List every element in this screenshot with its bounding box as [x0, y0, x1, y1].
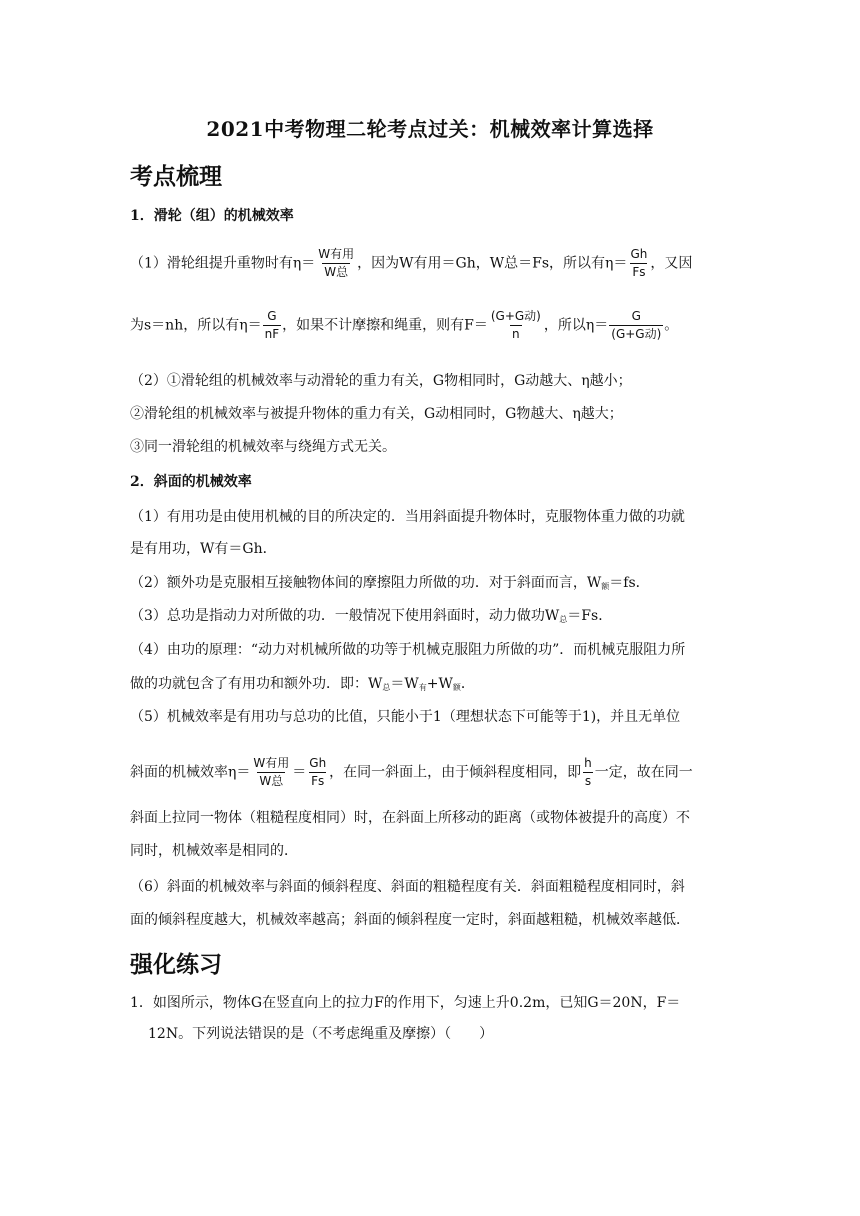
pulley-line-2 — [130, 309, 733, 342]
pulley-line-2-a: 为s＝nh，所以有η＝ — [130, 317, 262, 334]
incline-heading: 2．斜面的机械效率 — [130, 474, 252, 490]
subscript: 总 — [559, 615, 568, 624]
page-title: 2021中考物理二轮考点过关：机械效率计算选择 — [206, 117, 654, 141]
fraction-denominator: W总 — [324, 265, 349, 279]
incline-line-12: 面的倾斜程度越大，机械效率越高；斜面的倾斜程度一定时，斜面越粗糙，机械效率越低． — [130, 912, 690, 928]
fraction-denominator: Fs — [632, 265, 646, 279]
fraction-numerator: (G+G动) — [490, 309, 541, 323]
question-1-line-2: 12N。下列说法错误的是（不考虑绳重及摩擦）（ ） — [148, 1026, 494, 1042]
subscript: 有 — [418, 683, 427, 692]
incline-line-2: 是有用功，W有＝Gh． — [130, 541, 277, 557]
pulley-line-2-d: 。 — [664, 317, 679, 334]
incline-line-6-a: 做的功就包含了有用功和额外功．即：W — [130, 676, 383, 692]
incline-line-3 — [130, 572, 733, 598]
incline-line-4-b: ＝Fs． — [567, 608, 613, 624]
efficiency-fraction-g-total — [609, 309, 663, 342]
incline-line-4 — [130, 605, 733, 631]
pulley-line-1-a: （1）滑轮组提升重物时有η＝ — [130, 255, 316, 272]
incline-line-11: （6）斜面的机械效率与斜面的倾斜程度、斜面的粗糙程度有关．斜面粗糙程度相同时，斜 — [130, 879, 685, 895]
subscript: 总 — [382, 683, 391, 692]
pulley-line-1-c: ，又因 — [650, 255, 693, 272]
fraction-denominator: nF — [264, 327, 280, 341]
incline-gh-fs-fraction — [307, 756, 328, 789]
fraction-denominator: W总 — [259, 774, 284, 788]
force-fraction — [489, 309, 543, 342]
efficiency-fraction-gh-fs — [628, 247, 649, 280]
incline-line-10: 同时，机械效率是相同的． — [130, 843, 298, 859]
subscript: 额 — [601, 582, 610, 591]
pulley-line-1-b: ，因为W有用＝Gh，W总＝Fs，所以有η＝ — [357, 255, 628, 272]
fraction-denominator: Fs — [311, 774, 325, 788]
pulley-line-3: （2）①滑轮组的机械效率与动滑轮的重力有关，G物相同时，G动越大、η越小； — [130, 373, 632, 389]
pulley-line-1 — [130, 247, 733, 280]
incline-h-s-fraction — [582, 756, 594, 789]
pulley-line-2-c: ，所以η＝ — [543, 317, 609, 334]
incline-line-3-a: （2）额外功是克服相互接触物体间的摩擦阻力所做的功．对于斜面而言，W — [130, 575, 602, 591]
incline-line-7: （5）机械效率是有用功与总功的比值，只能小于1（理想状态下可能等于1)，并且无单位 — [130, 709, 681, 725]
pulley-line-2-b: ，如果不计摩擦和绳重，则有F＝ — [282, 317, 488, 334]
efficiency-fraction-g-nf — [263, 309, 282, 342]
pulley-line-4: ②滑轮组的机械效率与被提升物体的重力有关，G动相同时，G物越大、η越大； — [130, 406, 623, 422]
pulley-heading: 1．滑轮（组）的机械效率 — [130, 208, 294, 224]
equals-sign: ＝ — [292, 764, 307, 781]
incline-line-8-b: ，在同一斜面上，由于倾斜程度相同，即 — [329, 764, 582, 781]
question-1-line-1: 1．如图所示，物体G在竖直向上的拉力F的作用下，匀速上升0.2m，已知G＝20N，F＝ — [130, 995, 681, 1011]
section-heading-review: 考点梳理 — [130, 163, 222, 190]
fraction-denominator: (G+G动) — [611, 327, 662, 341]
incline-line-3-b: ＝fs． — [609, 575, 650, 591]
incline-line-4-a: （3）总功是指动力对所做的功．一般情况下使用斜面时，动力做功W — [130, 608, 560, 624]
subscript: 额 — [452, 683, 461, 692]
incline-line-5: （4）由功的原理：“动力对机械所做的功等于机械克服阻力所做的功”．而机械克服阻力所 — [130, 642, 686, 658]
incline-line-6-d: ． — [460, 676, 475, 692]
incline-line-8-c: 一定，故在同一 — [594, 764, 693, 781]
incline-line-9: 斜面上拉同一物体（粗糙程度相同）时，在斜面上所移动的距离（或物体被提升的高度）不 — [130, 810, 690, 826]
incline-line-1: （1）有用功是由使用机械的目的所决定的．当用斜面提升物体时，克服物体重力做的功就 — [130, 509, 685, 525]
incline-line-8 — [130, 756, 733, 789]
fraction-numerator: G — [631, 309, 641, 323]
fraction-numerator: W有用 — [318, 247, 355, 261]
pulley-line-5: ③同一滑轮组的机械效率与绕绳方式无关。 — [130, 439, 396, 455]
fraction-denominator: s — [584, 774, 592, 788]
efficiency-fraction-useful — [316, 247, 356, 280]
fraction-numerator: W有用 — [253, 756, 290, 770]
incline-efficiency-fraction — [251, 756, 291, 789]
fraction-numerator: Gh — [630, 247, 648, 261]
incline-line-6-b: ＝W — [390, 676, 419, 692]
fraction-denominator: n — [512, 327, 520, 341]
incline-line-6-c: +W — [426, 676, 453, 692]
fraction-numerator: G — [267, 309, 277, 323]
incline-line-8-a: 斜面的机械效率η＝ — [130, 764, 251, 781]
section-heading-practice: 强化练习 — [130, 951, 222, 978]
fraction-numerator: Gh — [309, 756, 327, 770]
fraction-numerator: h — [584, 756, 592, 770]
incline-line-6 — [130, 673, 733, 699]
